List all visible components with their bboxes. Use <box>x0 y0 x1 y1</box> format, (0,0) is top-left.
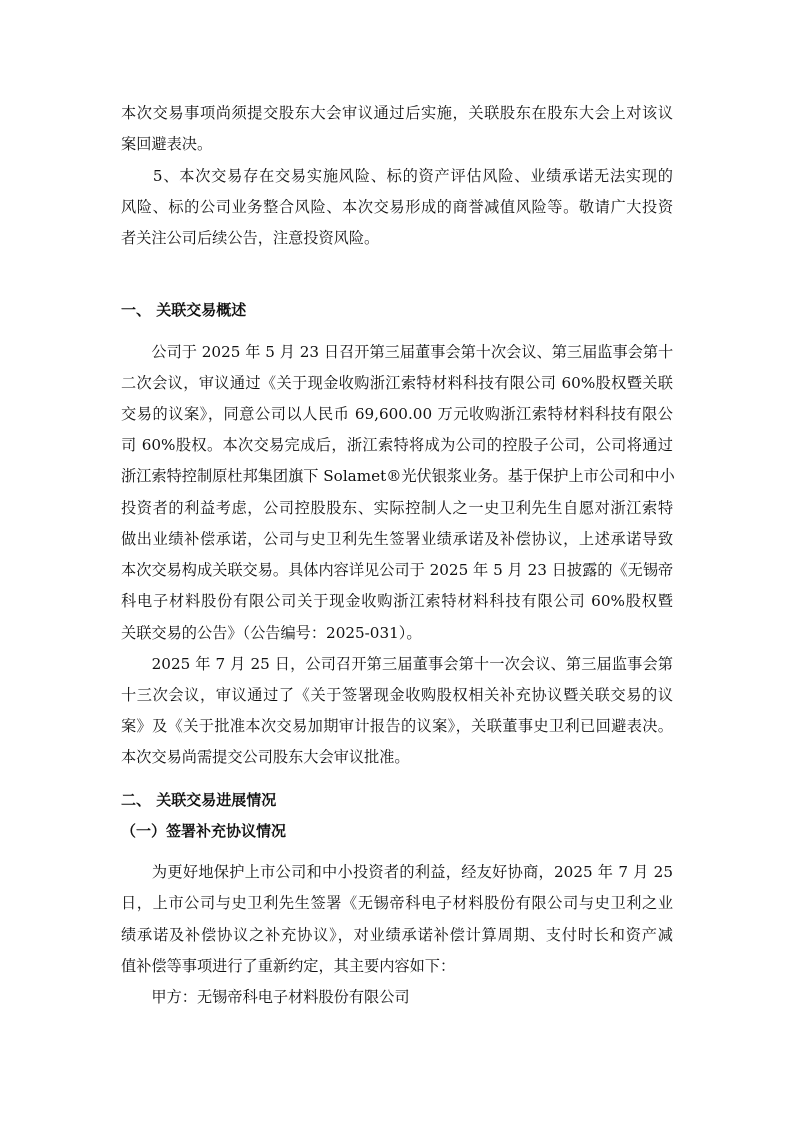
section-heading: 一、 关联交易概述 <box>121 301 247 319</box>
text-line: 为更好地保护上市公司和中小投资者的利益，经友好协商，2025 年 7 月 25 <box>121 863 673 881</box>
text-line: 日，上市公司与史卫利先生签署《无锡帝科电子材料股份有限公司与史卫利之业 <box>121 894 673 912</box>
text-line: 本次交易事项尚须提交股东大会审议通过后实施，关联股东在股东大会上对该议 <box>121 104 673 122</box>
text-line: 5、本次交易存在交易实施风险、标的资产评估风险、业绩承诺无法实现的 <box>121 167 673 185</box>
text-line: 交易的议案》，同意公司以人民币 69,600.00 万元收购浙江索特材料科技有限公 <box>121 405 673 423</box>
text-line: 关联交易的公告》（公告编号：2025-031）。 <box>121 624 422 642</box>
text-line: 风险、标的公司业务整合风险、本次交易形成的商誉减值风险等。敬请广大投资 <box>121 198 673 216</box>
text-line: 公司于 2025 年 5 月 23 日召开第三届董事会第十次会议、第三届监事会第十 <box>121 343 674 361</box>
text-line: 绩承诺及补偿协议之补充协议》，对业绩承诺补偿计算周期、支付时长和资产减 <box>121 926 673 944</box>
text-line: 做出业绩补偿承诺，公司与史卫利先生签署业绩承诺及补偿协议，上述承诺导致 <box>121 530 673 548</box>
text-line: 二次会议，审议通过《关于现金收购浙江索特材料科技有限公司 60%股权暨关联 <box>121 374 673 392</box>
text-line: 司 60%股权。本次交易完成后，浙江索特将成为公司的控股子公司，公司将通过 <box>121 436 673 454</box>
text-line: 投资者的利益考虑，公司控股股东、实际控制人之一史卫利先生自愿对浙江索特 <box>121 499 673 517</box>
text-line: 案》及《关于批准本次交易加期审计报告的议案》，关联董事史卫利已回避表决。 <box>121 717 673 735</box>
text-line: 值补偿等事项进行了重新约定，其主要内容如下： <box>121 957 456 975</box>
subsection-heading: （一）签署补充协议情况 <box>121 822 287 840</box>
text-line: 浙江索特控制原杜邦集团旗下 Solamet®光伏银浆业务。基于保护上市公司和中小 <box>121 467 675 485</box>
text-line: 十三次会议，审议通过了《关于签署现金收购股权相关补充协议暨关联交易的议 <box>121 686 673 704</box>
text-line: 案回避表决。 <box>121 135 213 153</box>
text-line: 2025 年 7 月 25 日，公司召开第三届董事会第十一次会议、第三届监事会第 <box>121 655 673 673</box>
text-line: 本次交易构成关联交易。具体内容详见公司于 2025 年 5 月 23 日披露的《无锡帝 <box>121 561 674 579</box>
text-line: 甲方：无锡帝科电子材料股份有限公司 <box>121 988 410 1006</box>
text-line: 者关注公司后续公告，注意投资风险。 <box>121 229 380 247</box>
text-line: 科电子材料股份有限公司关于现金收购浙江索特材料科技有限公司 60%股权暨 <box>121 592 673 610</box>
section-heading: 二、 关联交易进展情况 <box>121 791 277 809</box>
text-line: 本次交易尚需提交公司股东大会审议批准。 <box>121 748 410 766</box>
